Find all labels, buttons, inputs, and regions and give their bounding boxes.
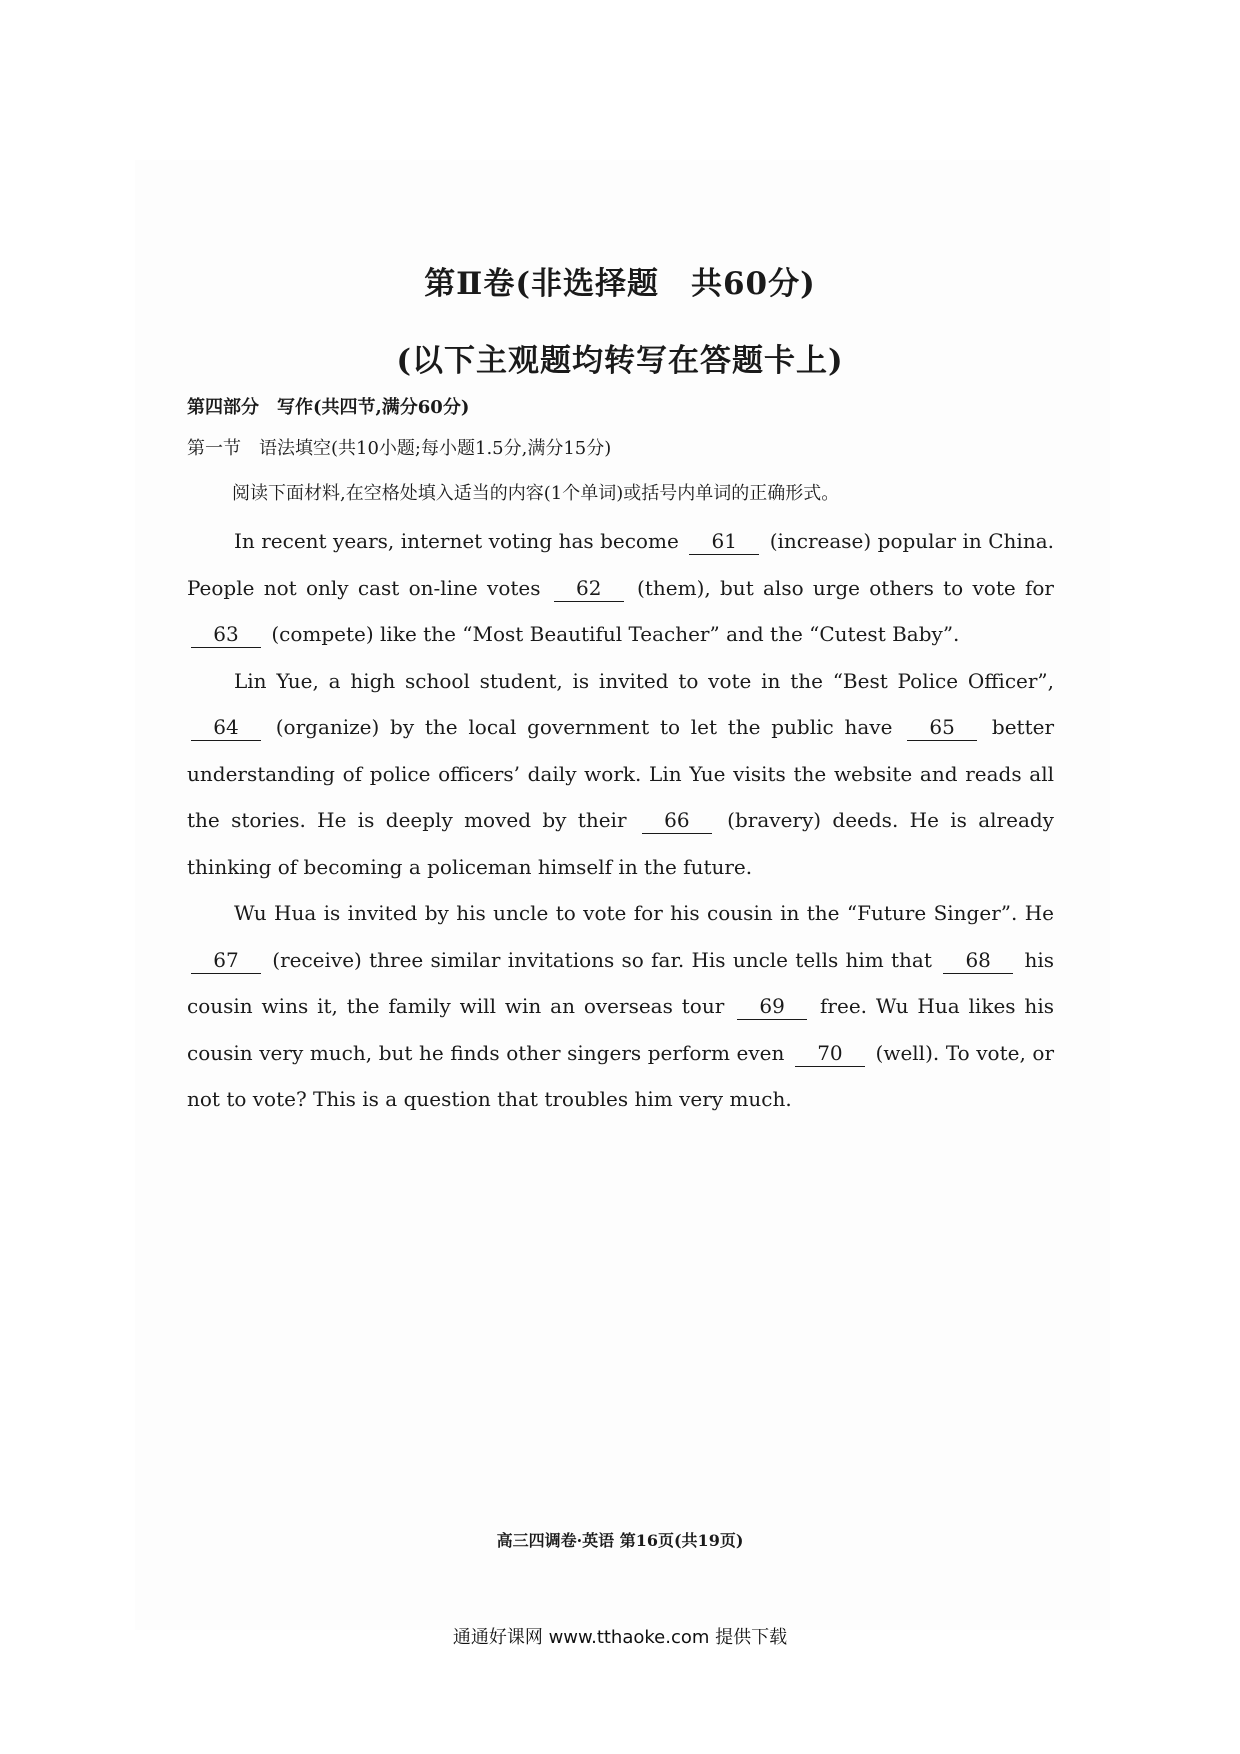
paper-section-subtitle: (以下主观题均转写在答题卡上) bbox=[396, 343, 844, 379]
passage-paragraph-1 bbox=[187, 518, 1054, 658]
blank-65: 65 bbox=[907, 714, 977, 741]
passage-text: (increase) popular in China. People not only cast on-line votes bbox=[187, 529, 1054, 600]
passage-text: better understanding of police officers’ daily work. Lin Yue visits the website and reads all the stories. He is deeply moved by their bbox=[187, 715, 1055, 832]
passage-text: Lin Yue, a high school student, is invited to vote in the “Best Police Officer”, bbox=[234, 668, 1054, 693]
passage-text: (organize) by the local government to let the public have bbox=[265, 715, 904, 739]
passage-text: Wu Hua is invited by his uncle to vote for his cousin in the “Future Singer”. He bbox=[234, 901, 1054, 925]
page-footer: 高三四调卷·英语 第16页(共19页) bbox=[496, 1531, 744, 1550]
blank-62: 62 bbox=[554, 575, 624, 602]
blank-61: 61 bbox=[689, 528, 759, 555]
blank-67: 67 bbox=[191, 947, 261, 974]
passage-text: (well). To vote, or not to vote? This is a question that troubles him very much. bbox=[187, 1040, 1055, 1111]
section-heading: 第一节 语法填空(共10小题;每小题1.5分,满分15分) bbox=[187, 438, 612, 459]
part-heading: 第四部分 写作(共四节,满分60分) bbox=[187, 397, 470, 418]
passage-paragraph-2 bbox=[187, 658, 1054, 891]
passage-text: free. Wu Hua likes his cousin very much, but he finds other singers perform even bbox=[187, 994, 1054, 1065]
blank-66: 66 bbox=[642, 807, 712, 834]
passage-text: (bravery) deeds. He is already thinking of becoming a policeman himself in the future. bbox=[187, 808, 1054, 879]
cloze-passage bbox=[187, 518, 1054, 1123]
passage-text: (receive) three similar invitations so far. His uncle tells him that bbox=[265, 947, 940, 972]
passage-text: (compete) like the “Most Beautiful Teacher” and the “Cutest Baby”. bbox=[265, 622, 960, 646]
blank-69: 69 bbox=[737, 993, 807, 1020]
blank-64: 64 bbox=[191, 714, 261, 741]
instruction-text: 阅读下面材料,在空格处填入适当的内容(1个单词)或括号内单词的正确形式。 bbox=[232, 483, 840, 504]
passage-text: his cousin wins it, the family will win an overseas tour bbox=[187, 947, 1054, 1018]
paper-section-title: 第Ⅱ卷(非选择题 共60分) bbox=[424, 266, 816, 302]
passage-text: In recent years, internet voting has become bbox=[234, 529, 686, 553]
blank-68: 68 bbox=[943, 947, 1013, 974]
blank-70: 70 bbox=[795, 1040, 865, 1067]
passage-paragraph-3 bbox=[187, 890, 1054, 1123]
blank-63: 63 bbox=[191, 621, 261, 648]
download-source-note: 通通好课网 www.tthaoke.com 提供下载 bbox=[452, 1627, 788, 1648]
passage-text: (them), but also urge others to vote for bbox=[627, 575, 1054, 600]
